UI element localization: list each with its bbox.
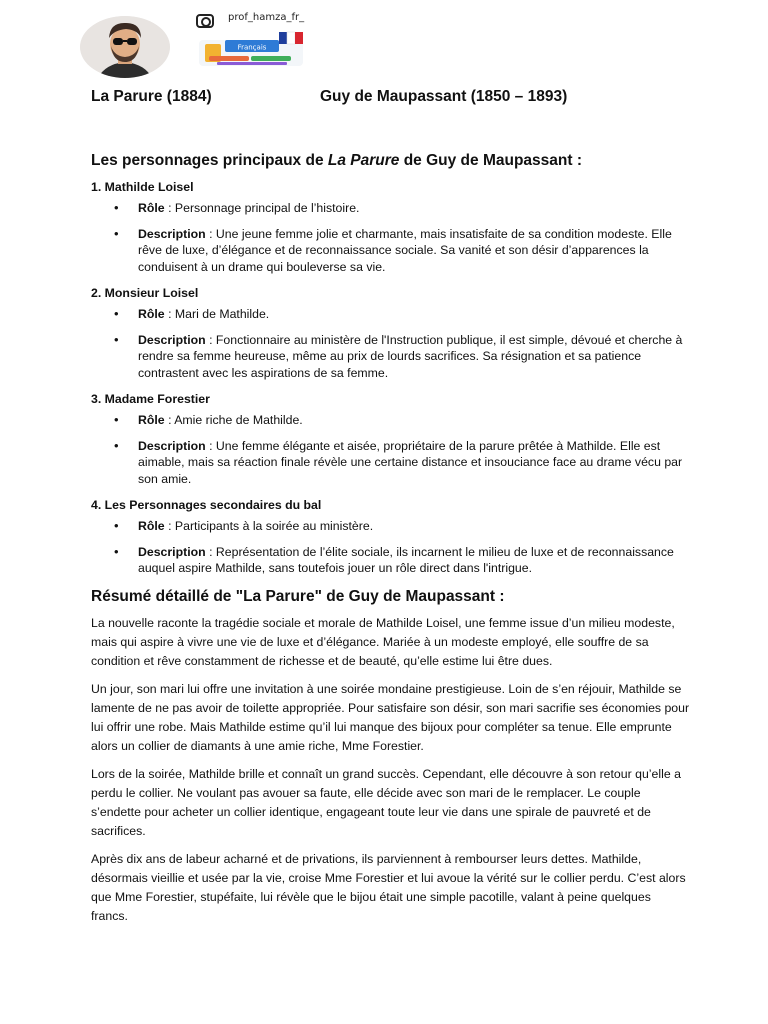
summary-heading: Résumé détaillé de "La Parure" de Guy de Maupassant : [91, 587, 505, 605]
character-details [91, 200, 691, 275]
description-text: : Représentation de l’élite sociale, ils incarnent le milieu de luxe et de reconnaissance auquel aspire Mathilde, sans toutefois jouer un rôle direct dans l'intrigue. [138, 544, 674, 575]
list-item [91, 332, 691, 382]
list-item [91, 226, 691, 276]
document-body [91, 150, 691, 935]
author-avatar [80, 16, 170, 78]
list-item [91, 200, 691, 217]
summary-paragraph: Un jour, son mari lui offre une invitation à une soirée mondaine prestigieuse. Loin de s’en réjouir, Mathilde se lamente de ne pas avoir de toilette appropriée. Pour satisfaire son désir, son mari sacrifie ses économies pour lui offrir une robe. Mais Mathilde estime qu’il lui manque des bijoux pour compléter sa tenue. Elle emprunte alors un collier de diamants à une amie riche, Mme Forestier. [91, 681, 690, 753]
role-label: Rôle [138, 307, 165, 321]
work-title: La Parure (1884) [91, 88, 212, 105]
character-heading: 3. Madame Forestier [91, 392, 210, 406]
character-details [91, 412, 691, 487]
summary-paragraph: Lors de la soirée, Mathilde brille et connaît un grand succès. Cependant, elle découvre à son retour qu’elle a perdu le collier. Ne voulant pas avouer sa faute, elle décide avec son mari de le remplacer. Le couple s’endette pour acheter un collier identique, engageant toute leur vie dans une spirale de pauvreté et de sacrifices. [91, 766, 681, 838]
description-label: Description [138, 544, 206, 559]
description-label: Description [138, 226, 206, 241]
description-text: : Une femme élégante et aisée, propriétaire de la parure prêtée à Mathilde. Elle est aimable, mais sa réaction finale révèle une certaine distance et insouciance face au drame vécu par son amie. [138, 438, 683, 486]
instagram-handle: prof_hamza_fr_ [228, 12, 305, 23]
description-label: Description [138, 438, 206, 453]
character-heading: 2. Monsieur Loisel [91, 286, 199, 300]
characters-heading-prefix: Les personnages principaux de [91, 152, 328, 169]
description-text: : Une jeune femme jolie et charmante, mais insatisfaite de sa condition modeste. Elle rêve de luxe, d’élégance et de reconnaissance sociale. Sa vanité et son désir d’apparences la conduisent à un drame qui bouleverse sa vie. [138, 226, 672, 274]
role-text: : Amie riche de Mathilde. [164, 413, 303, 427]
character-heading: 4. Les Personnages secondaires du bal [91, 498, 322, 512]
summary-paragraph: La nouvelle raconte la tragédie sociale et morale de Mathilde Loisel, une femme issue d’un milieu modeste, mais qui aspire à vivre une vie de luxe et d’élégance. Mariée à un modeste employé, elle souffre de sa condition et rêve constamment de richesse et de beauté, qu’elle estime lui être dues. [91, 615, 675, 668]
role-label: Rôle [138, 413, 165, 427]
list-item [91, 518, 691, 535]
role-text: : Participants à la soirée au ministère. [164, 519, 374, 533]
characters-heading [91, 150, 691, 172]
role-text: : Personnage principal de l’histoire. [164, 201, 360, 215]
characters-heading-suffix: de Guy de Maupassant : [399, 152, 582, 169]
list-item [91, 544, 691, 577]
role-label: Rôle [138, 201, 165, 215]
instagram-icon [196, 14, 214, 28]
description-text: : Fonctionnaire au ministère de l'Instruction publique, il est simple, dévoué et cherche à rendre sa femme heureuse, même au prix de lourds sacrifices. Sa résignation et sa patience contrastent avec les aspirations de sa femme. [138, 332, 683, 380]
francais-logo [197, 30, 307, 68]
list-item [91, 306, 691, 323]
list-item [91, 438, 691, 488]
characters-heading-italic: La Parure [327, 152, 400, 169]
character-details [91, 306, 691, 381]
description-label: Description [138, 332, 206, 347]
character-heading: 1. Mathilde Loisel [91, 180, 194, 194]
list-item [91, 412, 691, 429]
author-dates: Guy de Maupassant (1850 – 1893) [320, 88, 568, 105]
summary-paragraph: Après dix ans de labeur acharné et de privations, ils parviennent à rembourser leurs dettes. Mathilde, désormais vieillie et usée par la vie, croise Mme Forestier et lui avoue la vérité sur le collier perdu. C’est alors que Mme Forestier, stupéfaite, lui révèle que le bijou était une simple pacotille, valant à peine quelques francs. [91, 851, 686, 923]
role-text: : Mari de Mathilde. [164, 307, 270, 321]
role-label: Rôle [138, 519, 165, 533]
logo-label: Français [237, 43, 267, 52]
character-details [91, 518, 691, 577]
